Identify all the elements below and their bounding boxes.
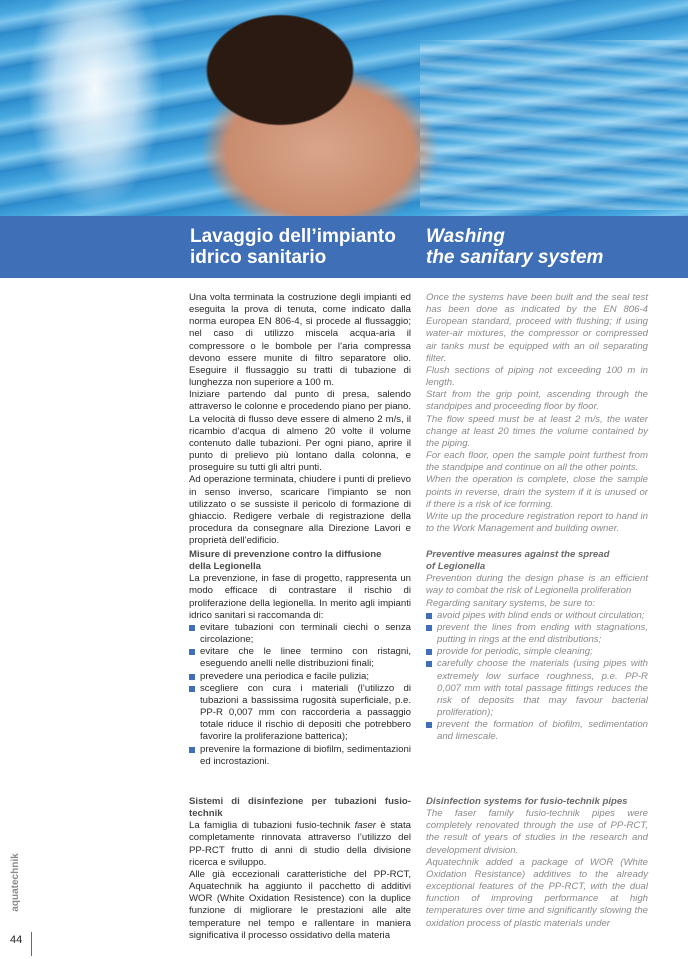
page-number: 44 bbox=[10, 934, 23, 946]
list-item bbox=[426, 610, 648, 622]
it-paragraph: Alle già eccezionali caratteristiche del PP-RCT, Aquatechnik ha aggiunto il pacchetto di additivi WOR (White Oxidation Resistence) con la duplice funzione di migliorare le prestazioni alle alte temperature nel tempo e rallentare in maniera significativa il processo ossidativo della materia bbox=[189, 868, 411, 941]
bullet-square-icon bbox=[426, 649, 432, 655]
en-legionella-heading: of Legionella bbox=[426, 561, 486, 573]
it-legionella-intro: La prevenzione, in fase di progetto, rappresenta un modo efficace di contrastare il rischio di proliferazione della legionella. In merito agli impianti idrico sanitari si raccomanda di: bbox=[189, 573, 411, 621]
title-english bbox=[426, 226, 656, 268]
italian-intro bbox=[189, 292, 411, 547]
text-run-italic: faser bbox=[354, 820, 376, 832]
list-item bbox=[426, 622, 648, 646]
en-legionella-intro: Regarding sanitary systems, be sure to: bbox=[426, 597, 596, 609]
text-run: La famiglia di tubazioni fusio-technik bbox=[189, 820, 355, 832]
list-item-text: avoid pipes with blind ends or without circulation; bbox=[437, 609, 645, 621]
en-paragraph: The flow speed must be at least 2 m/s, the water change at least 20 times the volume contained by the piping. bbox=[426, 413, 648, 449]
it-legionella-heading: della Legionella bbox=[189, 561, 261, 573]
bullet-square-icon bbox=[426, 661, 432, 667]
en-paragraph: When the operation is complete, close the sample points in reverse, drain the system if it is unused or if there is a risk of ice forming. bbox=[426, 474, 648, 510]
bullet-square-icon bbox=[189, 625, 195, 631]
bullet-square-icon bbox=[189, 674, 195, 680]
it-paragraph bbox=[189, 820, 411, 869]
list-item bbox=[189, 671, 411, 683]
en-legionella-list bbox=[426, 610, 648, 744]
list-item-text: prevedere una periodica e facile pulizia; bbox=[200, 670, 370, 682]
list-item bbox=[426, 658, 648, 719]
water-texture bbox=[420, 40, 688, 210]
list-item-text: provide for periodic, simple cleaning; bbox=[437, 646, 593, 658]
list-item-text: prevent the formation of biofilm, sedimentation and limescale. bbox=[437, 719, 648, 743]
it-legionella-heading: Misure di prevenzione contro la diffusione bbox=[189, 549, 382, 560]
en-legionella-heading: Preventive measures against the spread bbox=[426, 549, 610, 560]
list-item-text: evitare che le linee termino con ristagni, eseguendo anelli nelle distribuzioni finali; bbox=[200, 646, 411, 670]
en-paragraph: Start from the grip point, ascending through the standpipes and proceeding floor by floor. bbox=[426, 389, 648, 413]
list-item bbox=[189, 646, 411, 670]
list-item bbox=[189, 744, 411, 768]
bullet-square-icon bbox=[189, 649, 195, 655]
bullet-square-icon bbox=[426, 722, 432, 728]
page-number-rule bbox=[31, 932, 32, 956]
hero-photo bbox=[0, 0, 688, 216]
title-it-line-1: Lavaggio dell’impianto bbox=[190, 226, 396, 247]
english-legionella bbox=[426, 549, 648, 744]
it-paragraph: Ad operazione terminata, chiudere i punti di prelievo in senso inverso, scaricare l’impianto se non utilizzato o se sussiste il pericolo di formazione di ghiaccio. Redigere verbale di registrazione della procedura da consegnare alla Direzione Lavori e proprietà dell’edificio. bbox=[189, 474, 411, 547]
it-paragraph: Una volta terminata la costruzione degli impianti ed eseguita la prova di tenuta, come indicato dalla norma europea EN 806-4, si procede al flussaggio; nel caso di utilizzo miscela acqua-aria il compressore o le bombole per l’aria compressa devono essere munite di filtro separatore olio. Eseguire il flussaggio su tratti di tubazione di lunghezza non superiore a 100 m. bbox=[189, 292, 411, 389]
it-legionella-list bbox=[189, 622, 411, 768]
en-legionella-intro: Prevention during the design phase is an efficient way to combat the risk of Legionella proliferation bbox=[426, 573, 648, 597]
text-run: è stata completamente rinnovata attraverso l’utilizzo del PP-RCT frutto di anni di studio della divisione ricerca e sviluppo. bbox=[189, 820, 411, 868]
list-item bbox=[189, 622, 411, 646]
list-item-text: prevent the lines from ending with stagnations, putting in rings at the end distributions; bbox=[437, 621, 648, 646]
title-italian bbox=[190, 226, 410, 268]
english-intro bbox=[426, 292, 648, 535]
it-paragraph: Iniziare partendo dal punto di presa, salendo attraverso le colonne e procedendo piano per piano. La velocità di flusso deve essere di almeno 2 m/s, il ricambio d’acqua di almeno 20 volte il volume contenuto dalle tubazioni. Per ogni piano, aprire il punto di prelievo più lontano dalla colonna, e proseguire su tutti gli altri punti. bbox=[189, 389, 411, 474]
title-en-line-2: the sanitary system bbox=[426, 247, 604, 268]
brand-wordmark: aquatechnik bbox=[10, 853, 21, 912]
title-it-line-2: idrico sanitario bbox=[190, 247, 327, 268]
list-item-text: scegliere con cura i materiali (l’utilizzo di tubazioni a bassissima rugosità superficiale, p.e. PP-R 0,007 mm con raccorderia a passaggio totale riduce il rischio di depositi che potrebbero favorire la proliferazione batterica); bbox=[200, 682, 411, 743]
list-item-text: prevenire la formazione di biofilm, sedimentazioni ed incrostazioni. bbox=[200, 743, 411, 767]
english-disinfection bbox=[426, 796, 648, 930]
en-paragraph: Write up the procedure registration report to hand in to the Work Management and building owner. bbox=[426, 510, 648, 534]
en-paragraph: Once the systems have been built and the seal test has been done as indicated by the EN 806-4 European standard, proceed with flushing; if using water-air mixtures, the compressor or compressed air tanks must be equipped with an oil separating filter. bbox=[426, 292, 648, 364]
list-item bbox=[426, 719, 648, 743]
en-paragraph: Aquatechnik added a package of WOR (White Oxidation Resistance) additives to the already exceptional features of the PP-RCT, with the dual function of improving performance at high temperatures over time and significantly slowing the oxidation process of plastic materials under bbox=[426, 856, 648, 929]
list-item-text: evitare tubazioni con terminali ciechi o senza circolazione; bbox=[200, 621, 411, 646]
list-item bbox=[189, 683, 411, 744]
title-en-line-1: Washing bbox=[426, 226, 505, 247]
en-paragraph: Flush sections of piping not exceeding 100 m in length. bbox=[426, 364, 648, 389]
bullet-square-icon bbox=[189, 686, 195, 692]
bullet-square-icon bbox=[426, 625, 432, 631]
italian-disinfection bbox=[189, 796, 411, 942]
italian-legionella bbox=[189, 549, 411, 768]
it-disinfection-heading: Sistemi di disinfezione per tubazioni fusio-technik bbox=[189, 796, 411, 820]
list-item-text: carefully choose the materials (using pipes with extremely low surface roughness, p.e. PP-R 0,007 mm with total passage fittings reduces the risk of deposits that may favour bacterial proliferation); bbox=[437, 658, 648, 719]
en-paragraph: For each floor, open the sample point furthest from the standpipe and continue on all the other points. bbox=[426, 450, 648, 474]
brand-vertical bbox=[3, 845, 27, 930]
bullet-square-icon bbox=[189, 747, 195, 753]
en-paragraph: The faser family fusio-technik pipes were completely renovated through the use of PP-RCT, the result of years of studies in the research and development division. bbox=[426, 808, 648, 856]
list-item bbox=[426, 646, 648, 658]
en-disinfection-heading: Disinfection systems for fusio-technik pipes bbox=[426, 796, 628, 807]
bullet-square-icon bbox=[426, 613, 432, 619]
